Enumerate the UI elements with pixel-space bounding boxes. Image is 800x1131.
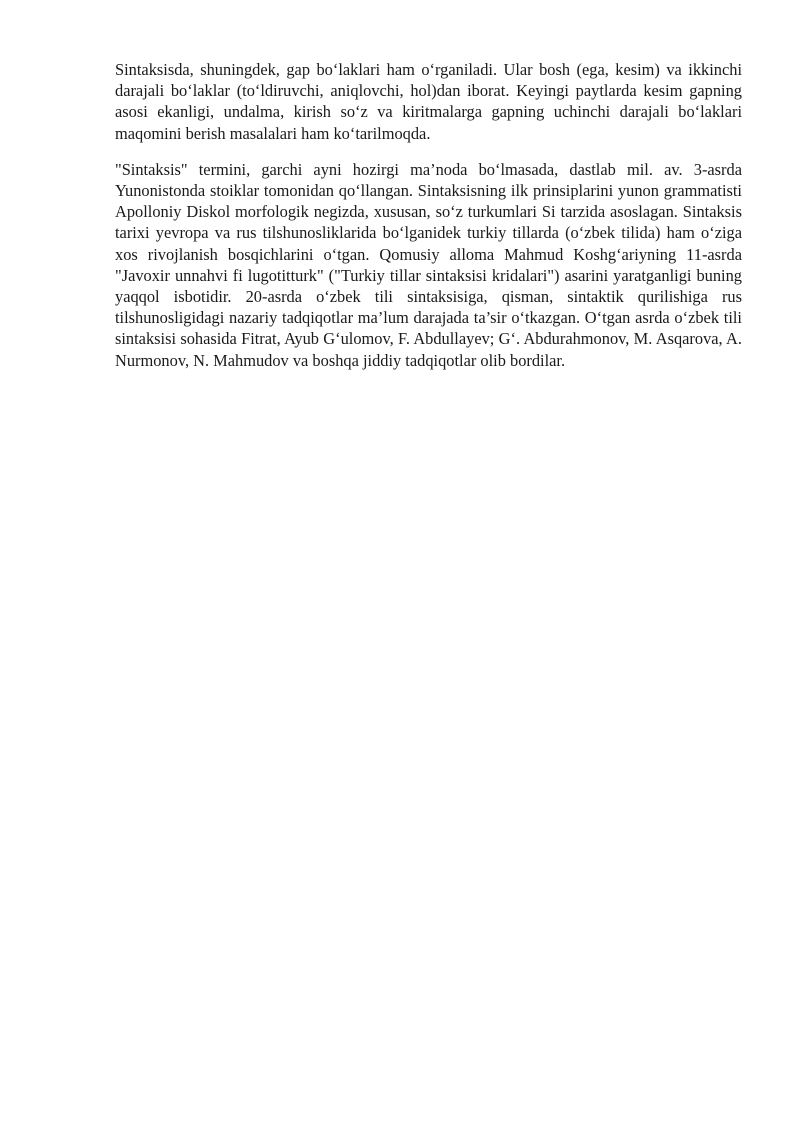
document-body bbox=[115, 59, 742, 386]
paragraph-syntax-parts: Sintaksisda, shuningdek, gap bo‘laklari ham o‘rganiladi. Ular bosh (ega, kesim) va ikkinchi darajali bo‘laklar (to‘ldiruvchi, aniqlovchi, hol)dan iborat. Keyingi paytlarda kesim gapning asosi ekanligi, undalma, kirish so‘z va kiritmalarga gapning uchinchi darajali bo‘laklari maqomini berish masalalari ham ko‘tarilmoqda. bbox=[115, 60, 742, 143]
paragraph-syntax-history: "Sintaksis" termini, garchi ayni hozirgi ma’noda bo‘lmasada, dastlab mil. av. 3-asrda Yunonistonda stoiklar tomonidan qo‘llangan. Sintaksisning ilk prinsiplarini yunon grammatisti Apolloniy Diskol morfologik negizda, xususan, so‘z turkumlari Si tarzida asoslagan. Sintaksis tarixi yevropa va rus tilshunosliklarida bo‘lganidek turkiy tillarda (o‘zbek tilida) ham o‘ziga xos rivojlanish bosqichlarini o‘tgan. Qomusiy alloma Mahmud Koshg‘ariyning 11-asrda "Javoxir unnahvi fi lugotitturk" ("Turkiy tillar sintaksisi kridalari") asarini yaratganligi buning yaqqol isbotidir. 20-asrda o‘zbek tili sintaksisiga, qisman, sintaktik qurilishiga rus tilshunosligidagi nazariy tadqiqotlar ma’lum darajada ta’sir o‘tkazgan. O‘tgan asrda o‘zbek tili sintaksisi sohasida Fitrat, Ayub G‘ulomov, F. Abdullayev; G‘. Abdurahmonov, M. Asqarova, A. Nurmonov, N. Mahmudov va boshqa jiddiy tadqiqotlar olib bordilar. bbox=[115, 159, 742, 370]
